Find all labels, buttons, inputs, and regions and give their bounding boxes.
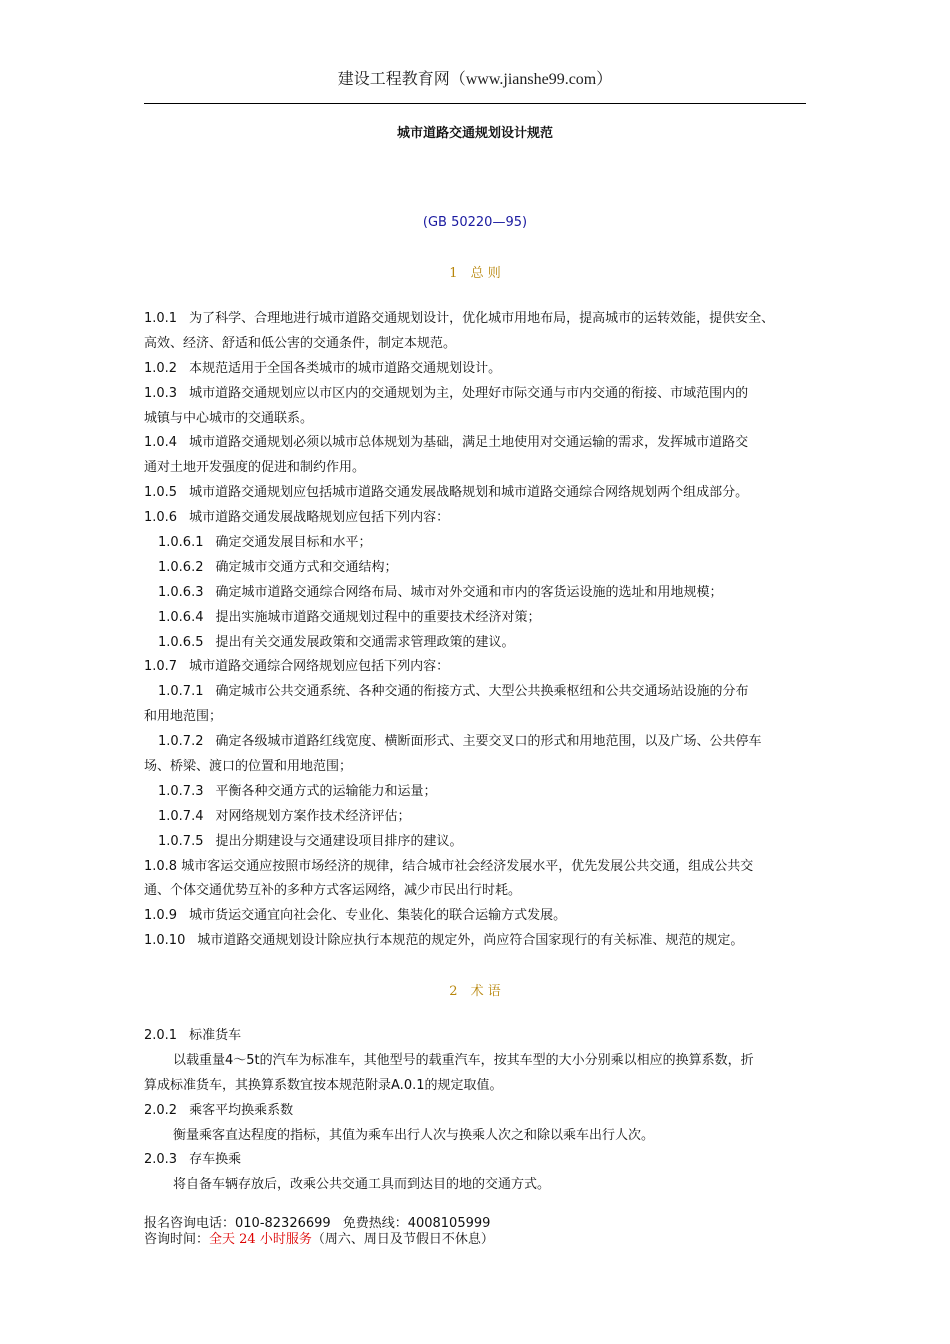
clause [144, 855, 816, 880]
clause-continuation: 城镇与中心城市的交通联系。 [144, 410, 314, 426]
clause-text: 对网络规划方案作技术经济评估； [215, 808, 411, 824]
chapter-1-body [144, 307, 816, 954]
subclause [144, 581, 816, 606]
clause-number: 1.0.1 [144, 311, 178, 326]
hours-line: 咨询时间：全天 24 小时服务（周六、周日及节假日不休息） [144, 1232, 494, 1247]
clause-continuation: 和用地范围； [144, 709, 223, 725]
clause-text: 城市道路交通规划设计除应执行本规范的规定外，尚应符合国家现行的有关标准、规范的规定。 [197, 933, 744, 949]
term-heading [144, 1024, 816, 1049]
standard-code: (GB 50220—95) [422, 215, 528, 230]
subclause [144, 556, 816, 581]
clause-number: 1.0.7.3 [158, 783, 204, 799]
clause-text: 为了科学、合理地进行城市道路交通规划设计，优化城市用地布局，提高城市的运转效能，提供安全、 [189, 311, 775, 326]
clause-number: 1.0.7.4 [158, 808, 204, 824]
site-header: 建设工程教育网（www.jianshe99.com） [337, 71, 613, 88]
clause [144, 307, 816, 332]
clause-number: 1.0.2 [144, 360, 178, 376]
clause-number: 2.0.2 [144, 1102, 178, 1118]
clause-text: 提出分期建设与交通建设项目排序的建议。 [215, 833, 463, 849]
clause-text: 确定各级城市道路红线宽度、横断面形式、主要交叉口的形式和用地范围，以及广场、公共停车 [215, 734, 762, 750]
term-heading [144, 1148, 816, 1173]
document-title: 城市道路交通规划设计规范 [396, 126, 553, 141]
clause-text: 提出实施城市道路交通规划过程中的重要技术经济对策； [215, 609, 541, 625]
subclause [144, 730, 816, 755]
hours-highlight: 全天 24 小时服务 [209, 1232, 312, 1247]
term-definition: 衡量乘客直达程度的指标，其值为乘车出行人次与换乘人次之和除以乘车出行人次。 [173, 1127, 655, 1143]
clause-text: 城市道路交通综合网络规划应包括下列内容： [189, 659, 450, 675]
term-name: 标准货车 [189, 1028, 242, 1043]
clause-continuation: 场、桥梁、渡口的位置和用地范围； [144, 759, 353, 775]
clause [144, 481, 816, 506]
clause [144, 929, 816, 954]
clause [144, 506, 816, 531]
phone-number: 010-82326699 [235, 1216, 331, 1231]
clause-text: 城市道路交通规划应以市区内的交通规划为主，处理好市际交通与市内交通的衔接、市域范围内的 [189, 385, 749, 401]
hotline-number: 4008105999 [407, 1216, 491, 1231]
clause [144, 904, 816, 929]
clause-number: 2.0.3 [144, 1152, 178, 1168]
clause-text: 提出有关交通发展政策和交通需求管理政策的建议。 [215, 634, 515, 650]
clause-text: 确定城市道路交通综合网络布局、城市对外交通和市内的客货运设施的选址和用地规模； [215, 584, 723, 600]
contact-footer [144, 1216, 494, 1248]
phone-line: 报名咨询电话：010-82326699 免费热线：4008105999 [144, 1216, 491, 1231]
subclause [144, 606, 816, 631]
clause-number: 1.0.6.3 [158, 584, 204, 600]
clause-continuation: 通对土地开发强度的促进和制约作用。 [144, 460, 366, 476]
term-heading [144, 1099, 816, 1124]
subclause [144, 631, 816, 656]
chapter-heading-1: 1 总 则 [449, 266, 501, 281]
term-definition: 将自备车辆存放后，改乘公共交通工具而到达目的地的交通方式。 [173, 1177, 551, 1193]
clause-number: 1.0.5 [144, 485, 178, 501]
clause-continuation: 通、个体交通优势互补的多种方式客运网络，减少市民出行时耗。 [144, 883, 522, 899]
clause-number: 1.0.7.2 [158, 734, 204, 750]
subclause [144, 680, 816, 705]
clause-number: 1.0.6.2 [158, 559, 204, 575]
clause-number: 1.0.6.5 [158, 634, 204, 650]
clause-text: 平衡各种交通方式的运输能力和运量； [215, 783, 437, 799]
clause-number: 1.0.3 [144, 385, 178, 401]
clause-number: 1.0.6.4 [158, 609, 204, 625]
clause-text: 本规范适用于全国各类城市的城市道路交通规划设计。 [189, 360, 502, 376]
clause [144, 382, 816, 407]
clause-number: 1.0.10 [144, 933, 186, 949]
clause-text: 城市货运交通宜向社会化、专业化、集装化的联合运输方式发展。 [189, 908, 567, 924]
clause [144, 357, 816, 382]
clause-text: 确定交通发展目标和水平； [215, 535, 372, 551]
clause-number: 1.0.6 [144, 510, 178, 526]
term-name: 存车换乘 [189, 1152, 242, 1168]
clause-number: 1.0.7.5 [158, 833, 204, 849]
subclause [144, 780, 816, 805]
clause-number: 1.0.9 [144, 908, 178, 924]
clause [144, 655, 816, 680]
clause [144, 431, 816, 456]
term-name: 乘客平均换乘系数 [189, 1102, 294, 1118]
clause-number: 1.0.8 [144, 858, 178, 874]
clause-number: 2.0.1 [144, 1028, 178, 1043]
term-definition-continuation: 算成标准货车，其换算系数宜按本规范附录A.0.1的规定取值。 [144, 1077, 503, 1093]
subclause [144, 830, 816, 855]
clause-text: 城市道路交通规划必须以城市总体规划为基础，满足土地使用对交通运输的需求，发挥城市道路交 [189, 435, 749, 451]
term-definition: 以载重量4～5t的汽车为标准车，其他型号的载重汽车，按其车型的大小分别乘以相应的换算系数，折 [173, 1052, 754, 1068]
chapter-2-body [144, 1024, 816, 1198]
clause-text: 城市道路交通发展战略规划应包括下列内容： [189, 510, 450, 526]
clause-number: 1.0.4 [144, 435, 178, 451]
chapter-heading-2: 2 术 语 [449, 984, 501, 999]
clause-number: 1.0.7 [144, 659, 178, 675]
header-rule [144, 103, 806, 104]
clause-text: 城市道路交通规划应包括城市道路交通发展战略规划和城市道路交通综合网络规划两个组成部分。 [189, 485, 749, 501]
clause-number: 1.0.7.1 [158, 684, 204, 700]
clause-continuation: 高效、经济、舒适和低公害的交通条件，制定本规范。 [144, 335, 457, 351]
clause-text: 城市客运交通应按照市场经济的规律，结合城市社会经济发展水平，优先发展公共交通，组成公共交 [181, 858, 754, 874]
subclause [144, 805, 816, 830]
clause-number: 1.0.6.1 [158, 535, 204, 551]
clause-text: 确定城市公共交通系统、各种交通的衔接方式、大型公共换乘枢纽和公共交通场站设施的分布 [215, 684, 749, 700]
subclause [144, 531, 816, 556]
clause-text: 确定城市交通方式和交通结构； [215, 559, 398, 575]
